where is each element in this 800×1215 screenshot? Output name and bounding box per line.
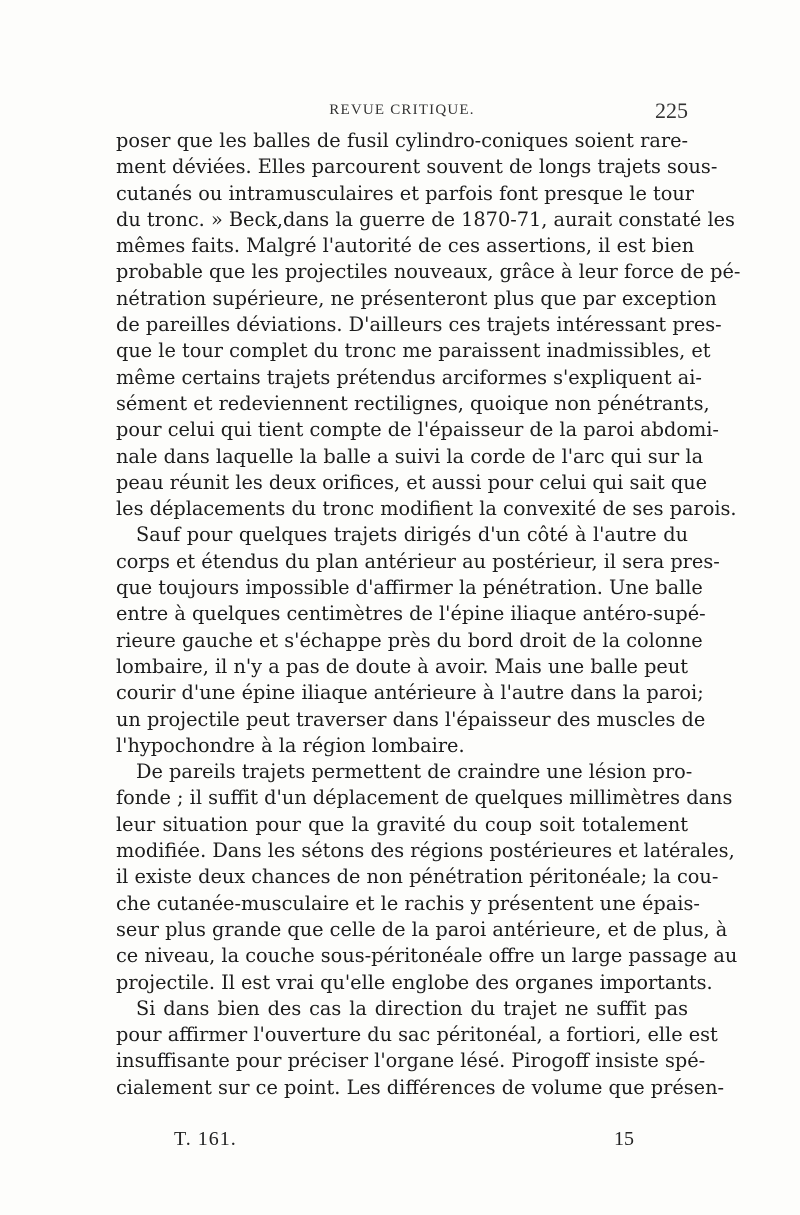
text-line: même certains trajets prétendus arciformes s'expliquent ai- xyxy=(116,365,702,389)
sheet-number: 15 xyxy=(614,1128,634,1150)
text-line: un projectile peut traverser dans l'épaisseur des muscles de xyxy=(116,707,706,731)
text-line: du tronc. » Beck,dans la guerre de 1870-71, aurait constaté les xyxy=(116,207,735,231)
text-line: cutanés ou intramusculaires et parfois font presque le tour xyxy=(116,181,694,205)
text-line: che cutanée-musculaire et le rachis y présentent une épais- xyxy=(116,891,700,915)
text-line: De pareils trajets permettent de craindre une lésion pro- xyxy=(136,760,693,784)
text-line: leur situation pour que la gravité du coup soit totalement xyxy=(116,812,688,836)
text-line: Sauf pour quelques trajets dirigés d'un côté à l'autre du xyxy=(136,523,688,547)
text-line: seur plus grande que celle de la paroi antérieure, et de plus, à xyxy=(116,917,728,941)
text-line: entre à quelques centimètres de l'épine iliaque antéro-supé- xyxy=(116,602,706,626)
text-line: modifiée. Dans les sétons des régions postérieures et latérales, xyxy=(116,839,735,863)
text-line: poser que les balles de fusil cylindro-coniques soient rare- xyxy=(116,129,688,152)
printer-signature: T. 161. xyxy=(174,1128,237,1150)
text-line: pour affirmer l'ouverture du sac péritonéal, a fortiori, elle est xyxy=(116,1023,718,1047)
text-line: pour celui qui tient compte de l'épaisseur de la paroi abdomi- xyxy=(116,418,719,442)
text-line: les déplacements du tronc modifient la convexité de ses parois. xyxy=(116,497,737,521)
paragraph xyxy=(116,128,741,522)
text-line: ment déviées. Elles parcourent souvent de longs trajets sous- xyxy=(116,155,718,179)
text-line: nétration supérieure, ne présenteront plus que par exception xyxy=(116,286,717,310)
text-line: insuffisante pour préciser l'organe lésé. Pirogoff insiste spé- xyxy=(116,1049,706,1073)
text-line: de pareilles déviations. D'ailleurs ces trajets intéressant pres- xyxy=(116,313,722,337)
paragraph xyxy=(116,996,724,1101)
text-line: que toujours impossible d'affirmer la pénétration. Une balle xyxy=(116,576,703,600)
text-line: fonde ; il suffit d'un déplacement de quelques millimètres dans xyxy=(116,786,733,810)
paragraph xyxy=(116,759,738,996)
text-line: lombaire, il n'y a pas de doute à avoir. Mais une balle peut xyxy=(116,654,688,678)
paragraph xyxy=(116,522,720,759)
text-line: cialement sur ce point. Les différences de volume que présen- xyxy=(116,1075,724,1099)
text-line: probable que les projectiles nouveaux, grâce à leur force de pé- xyxy=(116,260,741,284)
text-line: corps et étendus du plan antérieur au postérieur, il sera pres- xyxy=(116,549,720,573)
running-title: REVUE CRITIQUE. xyxy=(329,102,475,118)
body-text xyxy=(116,128,741,1101)
text-line: projectile. Il est vrai qu'elle englobe des organes importants. xyxy=(116,970,713,994)
text-line: nale dans laquelle la balle a suivi la corde de l'arc qui sur la xyxy=(116,444,704,468)
running-header xyxy=(116,98,688,128)
text-line: mêmes faits. Malgré l'autorité de ces assertions, il est bien xyxy=(116,234,695,258)
text-line: ce niveau, la couche sous-péritonéale offre un large passage au xyxy=(116,944,738,968)
page-number: 225 xyxy=(655,98,688,123)
page-footer xyxy=(116,1128,688,1158)
text-line: rieure gauche et s'échappe près du bord droit de la colonne xyxy=(116,628,703,652)
text-line: peau réunit les deux orifices, et aussi pour celui qui sait que xyxy=(116,470,708,494)
text-line: que le tour complet du tronc me paraissent inadmissibles, et xyxy=(116,339,711,363)
text-line: sément et redeviennent rectilignes, quoique non pénétrants, xyxy=(116,391,710,415)
text-line: courir d'une épine iliaque antérieure à l'autre dans la paroi; xyxy=(116,681,704,705)
text-line: il existe deux chances de non pénétration péritonéale; la cou- xyxy=(116,865,719,889)
text-line: Si dans bien des cas la direction du trajet ne suffit pas xyxy=(136,996,688,1020)
text-line: l'hypochondre à la région lombaire. xyxy=(116,733,465,757)
